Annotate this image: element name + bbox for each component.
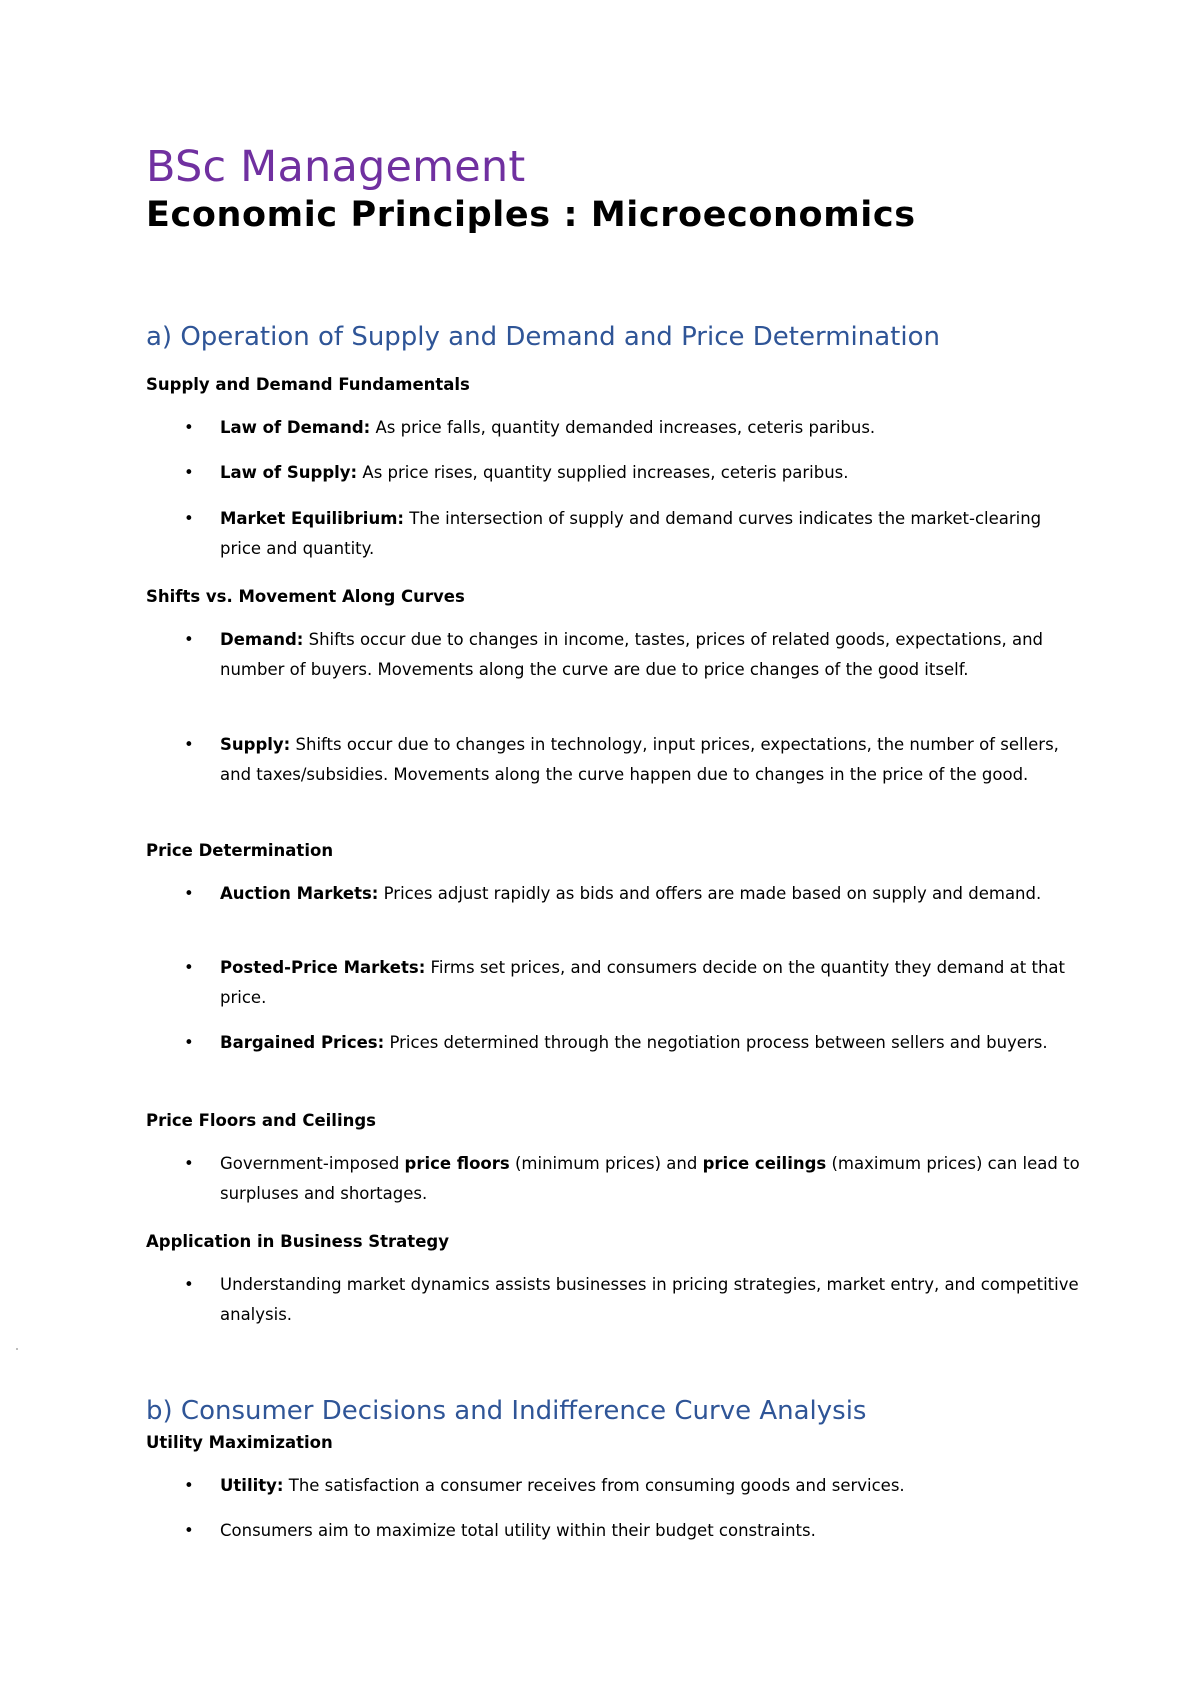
bullet-text: Understanding market dynamics assists businesses in pricing strategies, market entry, and competitive analysis.: [220, 1275, 1079, 1324]
bullet-text: Prices adjust rapidly as bids and offers are made based on supply and demand.: [378, 884, 1042, 903]
section-heading-b: b) Consumer Decisions and Indifference Curve Analysis: [146, 1396, 867, 1426]
bullet-term: Market Equilibrium:: [220, 509, 404, 528]
section-heading-a: a) Operation of Supply and Demand and Price Determination: [146, 322, 940, 352]
bullet-text: Shifts occur due to changes in income, tastes, prices of related goods, expectations, and number of buyers. Movements along the curve are due to price changes of the good itself.: [220, 630, 1044, 679]
bullet-text: Consumers aim to maximize total utility within their budget constraints.: [220, 1521, 816, 1540]
bullet-text: Prices determined through the negotiation process between sellers and buyers.: [384, 1033, 1048, 1052]
bullet-icon: •: [184, 1154, 194, 1173]
list-item: [184, 458, 1080, 488]
group-title-shifts-vs-movement: Shifts vs. Movement Along Curves: [146, 587, 465, 606]
group-title-business-strategy: Application in Business Strategy: [146, 1232, 449, 1251]
list-item: [184, 1270, 1080, 1330]
program-title: BSc Management: [146, 142, 526, 192]
bullet-icon: •: [184, 463, 194, 482]
bullet-term: Bargained Prices:: [220, 1033, 385, 1052]
bullet-text: As price falls, quantity demanded increases, ceteris paribus.: [370, 418, 876, 437]
bullet-term: Demand:: [220, 630, 304, 649]
bullet-term: price ceilings: [702, 1154, 827, 1173]
bullet-text: The intersection of supply and demand curves indicates the market-clearing price and quantity.: [220, 509, 1042, 558]
bullet-term: Auction Markets:: [220, 884, 379, 903]
bullet-icon: •: [184, 735, 194, 754]
bullet-term: Posted-Price Markets:: [220, 958, 426, 977]
bullet-icon: •: [184, 630, 194, 649]
bullet-text: (minimum prices) and: [509, 1154, 703, 1173]
course-title: Economic Principles : Microeconomics: [146, 195, 916, 235]
group-title-price-determination: Price Determination: [146, 841, 334, 860]
bullet-icon: •: [184, 1476, 194, 1495]
group-title-utility-maximization: Utility Maximization: [146, 1433, 333, 1452]
bullet-text: The satisfaction a consumer receives from consuming goods and services.: [283, 1476, 905, 1495]
group-title-price-floors-ceilings: Price Floors and Ceilings: [146, 1111, 376, 1130]
bullet-icon: •: [184, 884, 194, 903]
bullet-icon: •: [184, 509, 194, 528]
bullet-icon: •: [184, 1521, 194, 1540]
group-title-supply-demand-fundamentals: Supply and Demand Fundamentals: [146, 375, 470, 394]
bullet-text: Firms set prices, and consumers decide on the quantity they demand at that price.: [220, 958, 1065, 1007]
list-item: [184, 953, 1080, 1013]
bullet-icon: •: [184, 418, 194, 437]
bullet-text: Government-imposed: [220, 1154, 405, 1173]
bullet-icon: •: [184, 1275, 194, 1294]
list-item: [184, 1149, 1080, 1209]
list-item: [184, 1516, 1080, 1546]
bullet-icon: •: [184, 958, 194, 977]
list-item: [184, 1471, 1080, 1501]
paragraph-mark: [16, 1348, 18, 1350]
bullet-text: Shifts occur due to changes in technology, input prices, expectations, the number of sellers, and taxes/subsidies. Movements along the curve happen due to changes in the price of the good.: [220, 735, 1059, 784]
list-item: [184, 625, 1080, 685]
bullet-text: (maximum prices) can lead to surpluses and shortages.: [220, 1154, 1080, 1203]
bullet-text: As price rises, quantity supplied increases, ceteris paribus.: [357, 463, 849, 482]
list-item: [184, 730, 1080, 790]
bullet-term: Law of Demand:: [220, 418, 371, 437]
list-item: [184, 1028, 1080, 1058]
bullet-term: Law of Supply:: [220, 463, 358, 482]
list-item: [184, 504, 1080, 564]
bullet-icon: •: [184, 1033, 194, 1052]
bullet-term: price floors: [404, 1154, 510, 1173]
list-item: [184, 413, 1080, 443]
list-item: [184, 879, 1080, 909]
bullet-term: Supply:: [220, 735, 291, 754]
bullet-term: Utility:: [220, 1476, 284, 1495]
